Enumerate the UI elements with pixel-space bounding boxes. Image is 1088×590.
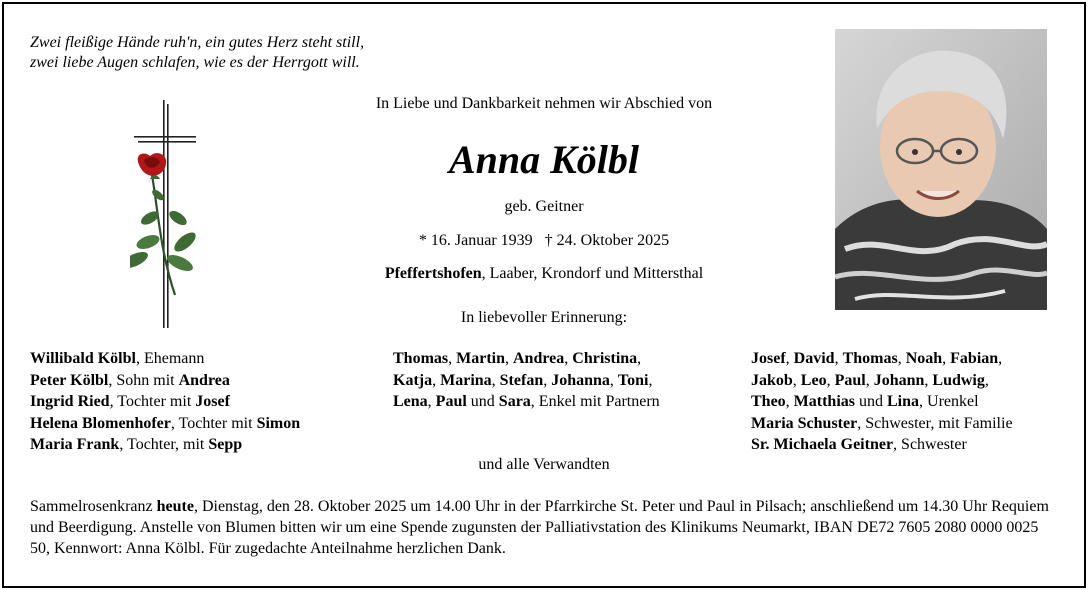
mourner-relation: , (998, 350, 1003, 367)
mourner-name: Theo (751, 393, 786, 410)
service-info (30, 496, 1060, 559)
mourner-relation: , (785, 350, 794, 367)
mourner-relation: , Ehemann (135, 350, 205, 367)
mourner-name: Jakob (751, 371, 793, 389)
mourner-name: Martin (456, 350, 505, 367)
mourner-name: Maria Frank (30, 436, 120, 453)
mourners-column-1 (30, 348, 300, 456)
mourner-name: Lena (393, 393, 428, 410)
mourner-name: Paul (834, 371, 866, 389)
portrait-photo (835, 29, 1047, 310)
mourner-line (393, 348, 660, 370)
mourner-line (393, 370, 660, 392)
mourner-relation: , Schwester, mit Familie (857, 414, 1013, 432)
mourner-line (751, 348, 1013, 370)
mourners-column-2 (393, 348, 660, 413)
mourner-name: Sepp (208, 436, 243, 453)
service-info-pre: Sammelrosenkranz (30, 498, 157, 515)
mourner-name: David (793, 350, 835, 367)
mourner-name: Paul (435, 393, 467, 410)
life-dates: * 16. Januar 1939 † 24. Oktober 2025 (418, 232, 670, 249)
places-rest: , Laaber, Krondorf und Mittersthal (481, 265, 704, 282)
mourner-name: Lina (887, 393, 920, 410)
mourner-line (30, 370, 300, 392)
cross-with-rose-icon (130, 100, 200, 330)
mourner-relation: , (432, 371, 441, 389)
mourner-name: Noah (905, 350, 943, 367)
mourner-relation: , Tochter mit (109, 393, 196, 410)
mourner-line (751, 370, 1013, 392)
mourner-name: Toni (617, 371, 649, 389)
mourner-relation: , Tochter, mit (119, 436, 209, 453)
mourner-line (393, 391, 660, 413)
mourner-relation: und (855, 393, 887, 410)
mourner-name: Ingrid Ried (30, 393, 110, 410)
places (300, 265, 788, 283)
mourner-relation: , (865, 371, 874, 389)
mourner-name: Ludwig (932, 371, 985, 389)
mourner-name: Sara (498, 393, 531, 410)
mourner-name: Leo (800, 371, 827, 389)
poem-line-1: Zwei fleißige Hände ruh'n, ein gutes Herz steht still, (30, 34, 365, 51)
mourner-name: Willibald Kölbl (30, 350, 136, 367)
intro-text: In Liebe und Dankbarkeit nehmen wir Abschied von (375, 95, 713, 112)
mourner-relation: , Enkel mit Partnern (530, 393, 660, 410)
service-info-bold: heute (156, 498, 194, 515)
mourner-name: Matthias (793, 393, 855, 410)
mourner-relation: , (448, 350, 457, 367)
mourner-name: Johann (873, 371, 925, 389)
places-main: Pfeffertshofen (384, 265, 482, 282)
mourner-line (751, 413, 1013, 435)
poem-line-2: zwei liebe Augen schlafen, wie es der Herrgott will. (30, 54, 360, 71)
poem (30, 33, 364, 73)
mourner-relation: , (648, 371, 653, 389)
mourner-name: Thomas (842, 350, 898, 367)
mourner-relation: , (637, 350, 642, 367)
mourner-relation: , Urenkel (919, 393, 979, 410)
mourner-relation: , (505, 350, 513, 367)
mourner-relation: , (942, 350, 951, 367)
mourner-relation: , (984, 371, 989, 389)
mourner-name: Katja (393, 371, 433, 389)
memory-heading: In liebevoller Erinnerung: (460, 309, 628, 326)
mourner-relation: , (897, 350, 906, 367)
mourner-name: Josef (751, 350, 786, 367)
mourner-relation: , (792, 371, 801, 389)
mourner-relation: , Schwester (893, 436, 967, 453)
mourner-name: Christina (572, 350, 638, 367)
service-info-post: , Dienstag, den 28. Oktober 2025 um 14.00 Uhr in der Pfarrkirche St. Peter und Paul in Pilsach; anschließend um 14.30 Uhr Requiem und Beerdigung. Anstelle von Blumen bitten wir um eine Spende zugunsten der Palliativstation des Klinikums Neumarkt, IBAN DE72 7605 2080 0000 0025 50, Kennwort: Anna Kölbl. Für zugedachte Anteilnahme herzlichen Dank. (30, 498, 1049, 557)
mourner-relation: , (834, 350, 843, 367)
mourner-line (30, 434, 300, 456)
maiden-name: geb. Geitner (504, 198, 584, 215)
mourner-relation: , Tochter mit (170, 414, 257, 432)
mourner-relation: und (466, 393, 499, 410)
mourner-relation: , (543, 371, 552, 389)
mourner-name: Peter Kölbl (30, 371, 109, 389)
mourner-relation: , (826, 371, 835, 389)
mourner-relation: , Sohn mit (108, 371, 179, 389)
mourner-line (751, 391, 1013, 413)
mourner-relation: , (491, 371, 500, 389)
mourner-line (30, 413, 300, 435)
mourner-relation: , (785, 393, 794, 410)
mourner-name: Andrea (178, 371, 230, 389)
mourner-relation: , (609, 371, 618, 389)
mourner-name: Stefan (499, 371, 544, 389)
mourner-line (30, 348, 300, 370)
mourner-name: Thomas (393, 350, 449, 367)
mourners-column-3 (751, 348, 1013, 456)
mourner-name: Johanna (551, 371, 610, 389)
mourner-line (30, 391, 300, 413)
mourner-name: Andrea (513, 350, 565, 367)
mourner-name: Simon (256, 414, 301, 432)
relatives-line: und alle Verwandten (478, 456, 610, 473)
mourner-line (751, 434, 1013, 456)
mourner-relation: , (924, 371, 933, 389)
mourner-name: Marina (440, 371, 492, 389)
mourner-relation: , (427, 393, 436, 410)
mourner-name: Josef (195, 393, 230, 410)
deceased-name: Anna Kölbl (448, 137, 640, 182)
mourner-name: Helena Blomenhofer (30, 414, 171, 432)
mourner-name: Sr. Michaela Geitner (751, 436, 894, 453)
mourner-relation: , (564, 350, 573, 367)
mourner-name: Fabian (950, 350, 999, 367)
mourner-name: Maria Schuster (751, 414, 858, 432)
